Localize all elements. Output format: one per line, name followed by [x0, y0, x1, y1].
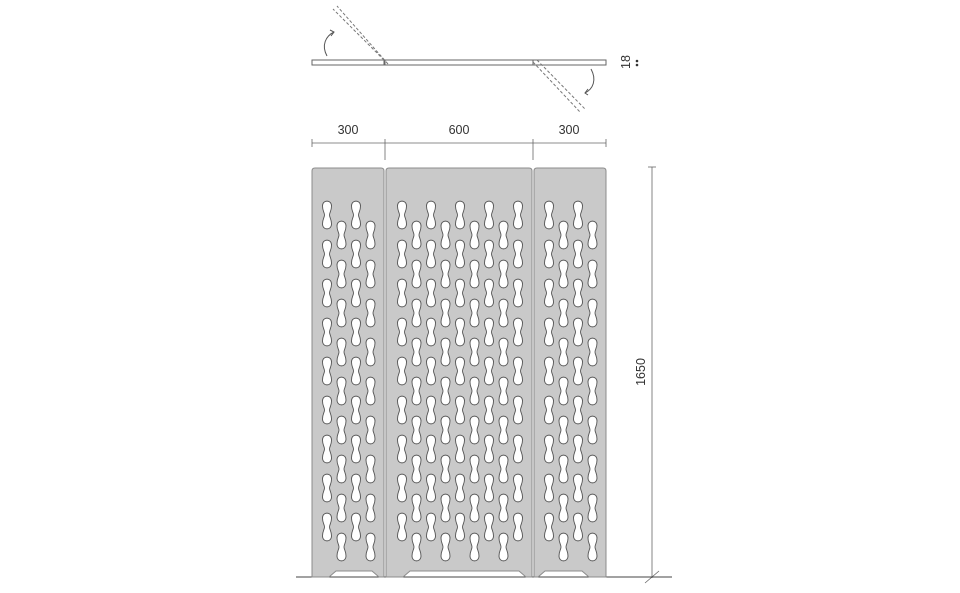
curved-arrow-icon — [585, 69, 594, 95]
front-elevation — [312, 168, 606, 577]
curved-arrow-icon — [324, 30, 334, 56]
plan-fold-left-dashed — [333, 6, 388, 64]
thickness-label: 18 — [619, 55, 633, 69]
width-label-left: 300 — [337, 123, 359, 137]
plan-board-center — [385, 60, 533, 65]
thickness-mark — [636, 64, 639, 67]
width-dimensions — [312, 123, 606, 160]
thickness-mark — [636, 60, 639, 63]
width-label-center: 600 — [448, 123, 470, 137]
plan-board-left — [312, 60, 384, 65]
height-label: 1650 — [634, 358, 648, 386]
width-label-right: 300 — [558, 123, 580, 137]
height-dimension — [634, 167, 659, 583]
plan-view — [312, 6, 638, 112]
plan-fold-right-dashed — [533, 60, 585, 112]
plan-board-right — [533, 60, 606, 65]
